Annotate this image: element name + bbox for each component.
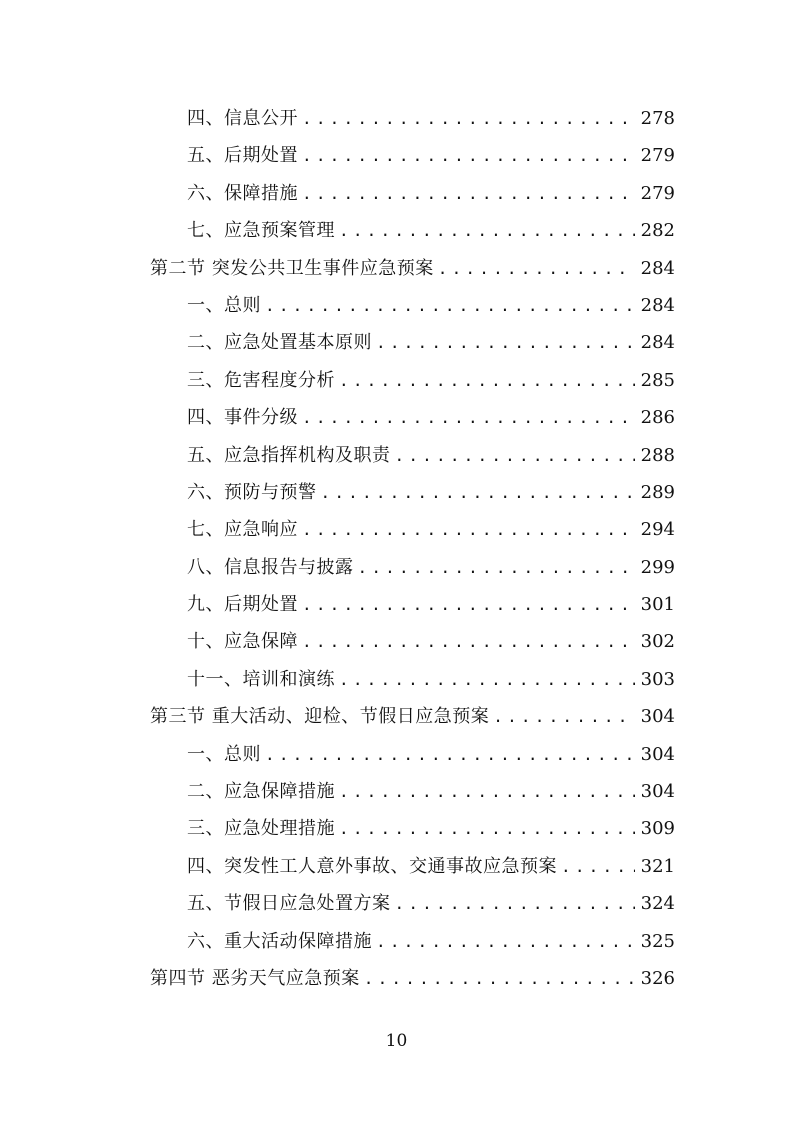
toc-dot-leader xyxy=(358,549,635,586)
toc-entry-title: 三、危害程度分析 xyxy=(187,369,335,391)
toc-dot-leader xyxy=(376,324,635,361)
toc-dot-leader xyxy=(339,661,635,698)
toc-entry-title: 三、应急处理措施 xyxy=(187,818,335,840)
toc-entry-page: 284 xyxy=(640,332,675,354)
toc-entry-page: 278 xyxy=(640,108,675,129)
toc-entry[interactable] xyxy=(150,175,675,212)
toc-entry-title: 七、应急响应 xyxy=(187,519,298,541)
toc-dot-leader xyxy=(376,923,635,960)
toc-entry-page: 304 xyxy=(640,781,675,803)
toc-entry-page: 301 xyxy=(640,594,675,616)
toc-dot-leader xyxy=(561,848,635,885)
toc-entry-title: 七、应急预案管理 xyxy=(187,220,335,242)
toc-entry[interactable] xyxy=(150,212,675,249)
toc-entry-page: 286 xyxy=(640,407,675,429)
toc-section-entry[interactable] xyxy=(150,960,675,997)
toc-dot-leader xyxy=(302,399,635,436)
toc-entry-page: 284 xyxy=(640,294,675,316)
toc-entry-page: 325 xyxy=(640,930,675,952)
toc-dot-leader xyxy=(395,437,635,474)
toc-dot-leader xyxy=(395,885,635,922)
toc-dot-leader xyxy=(321,474,635,511)
toc-entry-title: 八、信息报告与披露 xyxy=(187,556,354,578)
toc-entry-title: 第四节 恶劣天气应急预案 xyxy=(150,967,360,989)
toc-entry[interactable] xyxy=(150,137,675,174)
toc-entry-page: 304 xyxy=(640,743,675,765)
toc-entry[interactable] xyxy=(150,885,675,922)
toc-entry-title: 四、信息公开 xyxy=(187,108,298,129)
toc-entry-page: 279 xyxy=(640,145,675,167)
toc-entry-page: 303 xyxy=(640,668,675,690)
toc-entry-title: 二、应急处置基本原则 xyxy=(187,332,372,354)
toc-dot-leader xyxy=(302,175,635,212)
toc-entry-page: 321 xyxy=(640,855,675,877)
toc-entry-title: 一、总则 xyxy=(187,743,261,765)
toc-entry[interactable] xyxy=(150,810,675,847)
toc-entry[interactable] xyxy=(150,923,675,960)
toc-entry-title: 二、应急保障措施 xyxy=(187,781,335,803)
toc-entry[interactable] xyxy=(150,586,675,623)
toc-dot-leader xyxy=(302,511,635,548)
toc-entry[interactable] xyxy=(150,848,675,885)
toc-entry-title: 十、应急保障 xyxy=(187,631,298,653)
toc-entry-title: 九、后期处置 xyxy=(187,594,298,616)
toc-entry-page: 279 xyxy=(640,182,675,204)
toc-entry-title: 五、应急指挥机构及职责 xyxy=(187,444,391,466)
toc-entry[interactable] xyxy=(150,661,675,698)
toc-entry-page: 309 xyxy=(640,818,675,840)
toc-dot-leader xyxy=(493,698,634,735)
toc-dot-leader xyxy=(364,960,635,997)
toc-entry[interactable] xyxy=(150,399,675,436)
toc-dot-leader xyxy=(265,736,635,773)
toc-entry-title: 五、节假日应急处置方案 xyxy=(187,893,391,915)
toc-entry[interactable] xyxy=(150,511,675,548)
toc-entry-page: 285 xyxy=(640,369,675,391)
toc-entry-page: 288 xyxy=(640,444,675,466)
toc-entry-page: 324 xyxy=(640,893,675,915)
toc-dot-leader xyxy=(438,250,635,287)
toc-entry-page: 284 xyxy=(640,257,675,279)
toc-entry-title: 六、预防与预警 xyxy=(187,481,317,503)
toc-entry[interactable] xyxy=(150,287,675,324)
toc-entry-title: 第二节 突发公共卫生事件应急预案 xyxy=(150,257,434,279)
toc-dot-leader xyxy=(265,287,635,324)
toc-dot-leader xyxy=(302,137,635,174)
toc-entry[interactable] xyxy=(150,362,675,399)
toc-dot-leader xyxy=(339,773,635,810)
toc-entry[interactable] xyxy=(150,623,675,660)
toc-entry-page: 302 xyxy=(640,631,675,653)
toc-entry-page: 304 xyxy=(640,706,675,728)
toc-section-entry[interactable] xyxy=(150,250,675,287)
toc-dot-leader xyxy=(302,623,635,660)
toc-dot-leader xyxy=(339,362,635,399)
toc-entry[interactable] xyxy=(150,100,675,137)
toc-entry-page: 326 xyxy=(640,967,675,989)
toc-dot-leader xyxy=(339,212,635,249)
toc-entry-page: 299 xyxy=(640,556,675,578)
toc-entry-title: 四、事件分级 xyxy=(187,407,298,429)
toc-entry[interactable] xyxy=(150,437,675,474)
toc-entry-title: 六、保障措施 xyxy=(187,182,298,204)
toc-entry-title: 四、突发性工人意外事故、交通事故应急预案 xyxy=(187,855,557,877)
toc-entry-page: 282 xyxy=(640,220,675,242)
toc-entry-title: 六、重大活动保障措施 xyxy=(187,930,372,952)
toc-dot-leader xyxy=(302,586,635,623)
toc-dot-leader xyxy=(302,100,635,137)
toc-section-entry[interactable] xyxy=(150,698,675,735)
toc-entry-title: 第三节 重大活动、迎检、节假日应急预案 xyxy=(150,706,490,728)
toc-entry[interactable] xyxy=(150,474,675,511)
toc-entry-title: 一、总则 xyxy=(187,294,261,316)
toc-entry-page: 289 xyxy=(640,481,675,503)
toc-entry[interactable] xyxy=(150,736,675,773)
page-number: 10 xyxy=(385,1031,408,1051)
table-of-contents xyxy=(150,100,675,997)
toc-entry[interactable] xyxy=(150,324,675,361)
toc-dot-leader xyxy=(339,810,635,847)
toc-entry[interactable] xyxy=(150,773,675,810)
toc-entry-page: 294 xyxy=(640,519,675,541)
toc-entry-title: 五、后期处置 xyxy=(187,145,298,167)
toc-entry-title: 十一、培训和演练 xyxy=(187,668,335,690)
toc-entry[interactable] xyxy=(150,549,675,586)
